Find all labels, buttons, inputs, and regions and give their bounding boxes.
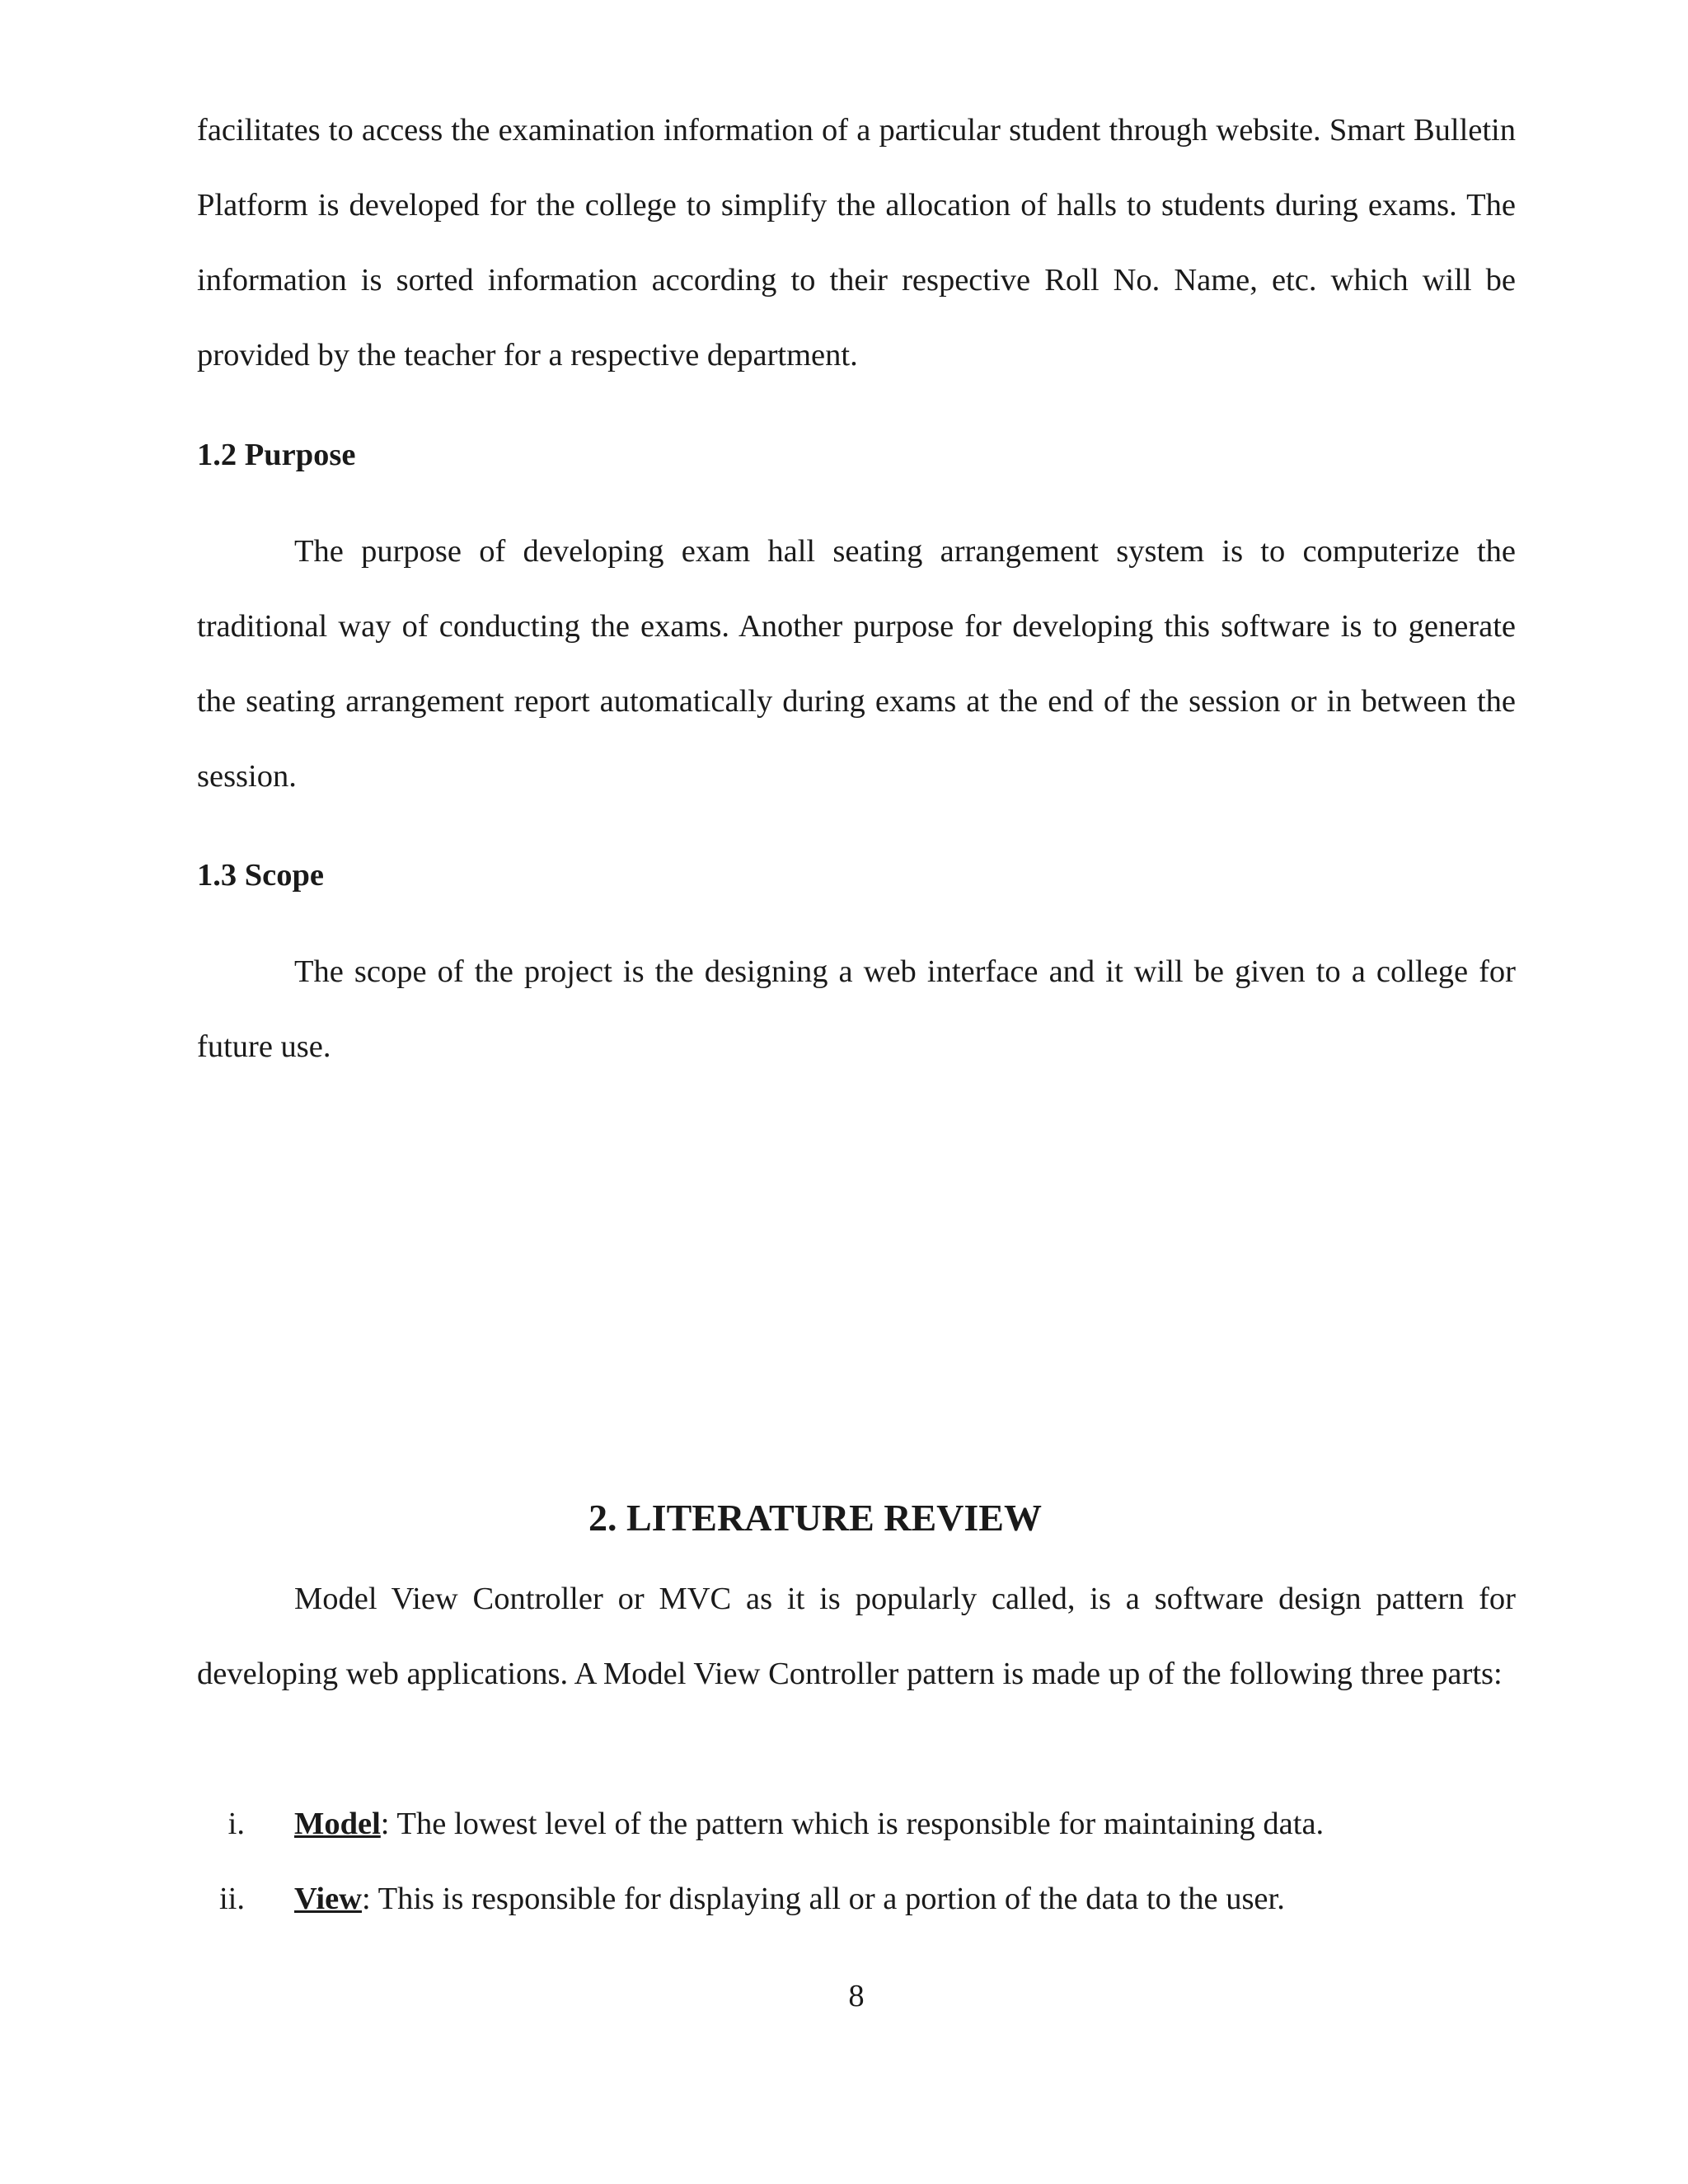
page-number: 8: [848, 1979, 865, 2013]
scope-paragraph: The scope of the project is the designing a web interface and it will be given to a college for future use.: [197, 954, 1516, 1064]
intro-paragraph: facilitates to access the examination information of a particular student through website. Smart Bulletin Platform is developed for the college to simplify the allocation of halls to students during exams. The information is sorted information according to their respective Roll No. Name, etc. which will be provided by the teacher for a respective department.: [197, 113, 1516, 373]
list-item-description: : This is responsible for displaying all or a portion of the data to the user.: [361, 1882, 1285, 1916]
purpose-heading: 1.2 Purpose: [197, 438, 356, 472]
list-item-number: ii.: [218, 1882, 245, 1916]
list-item-number: i.: [227, 1807, 245, 1841]
list-item: [197, 1878, 1516, 1919]
purpose-paragraph: The purpose of developing exam hall seating arrangement system is to computerize the traditional way of conducting the exams. Another purpose for developing this software is to generate the seating arrangement report automatically during exams at the end of the session or in between the session.: [197, 534, 1516, 794]
chapter-title: 2. LITERATURE REVIEW: [588, 1497, 1042, 1539]
list-item-term: View: [294, 1882, 362, 1916]
list-item-description: : The lowest level of the pattern which is responsible for maintaining data.: [380, 1807, 1325, 1841]
literature-review-paragraph: Model View Controller or MVC as it is popularly called, is a software design pattern for developing web applications. A Model View Controller pattern is made up of the following three parts:: [197, 1582, 1516, 1691]
scope-heading: 1.3 Scope: [197, 858, 324, 893]
list-item-term: Model: [294, 1807, 381, 1841]
list-item: [197, 1803, 1516, 1844]
